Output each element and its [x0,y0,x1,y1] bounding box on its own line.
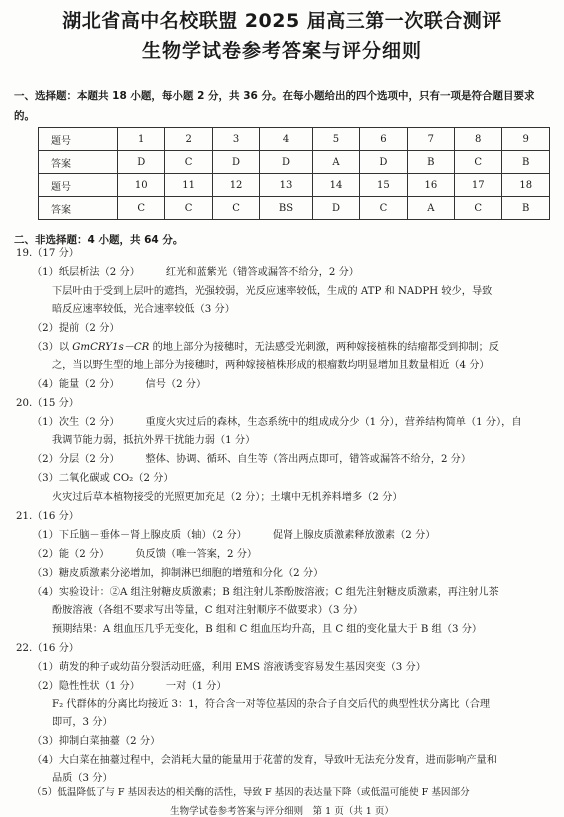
q22-answer-2 [32,680,227,694]
question-number: 15 [360,174,407,197]
answer-cell: BS [260,197,313,220]
q19-answer-4-text: （4）能量（2 分） [32,379,120,390]
question-number: 14 [312,174,359,197]
question-number: 17 [455,174,502,197]
section2-heading: 二、非选择题：4 小题，共 64 分。 [14,234,184,246]
exam-title: 湖北省高中名校联盟 2025 届高三第一次联合测评 [62,10,502,32]
answer-cell: D [260,151,313,174]
q20-answer-2 [32,453,471,467]
q21-answer-2 [32,548,257,562]
q22-answer-2c: F₂ 代群体的分离比均接近 3：1，符合含一对等位基因的杂合子自交后代的典型性状分离比（合理 [52,699,491,710]
answer-cell: C [455,151,502,174]
q21-answer-1 [32,529,435,543]
q19-answer-1b: 红光和蓝紫光（错答或漏答不给分，2 分） [165,267,359,278]
table-row [39,197,550,220]
question-number: 13 [260,174,313,197]
answer-cell: D [360,151,407,174]
q19-answer-1-text: （1）纸层析法（2 分） [32,267,140,278]
q21-answer-2b: 负反馈（唯一答案，2 分） [135,549,258,560]
question-number: 12 [212,174,259,197]
q22-answer-4b: 品质（3 分） [52,773,113,784]
answer-cell: D [312,197,359,220]
table-row-label: 题号 [39,128,118,151]
answer-cell: D [118,151,165,174]
table-row-label: 题号 [39,174,118,197]
q22-answer-2d: 即可，3 分） [52,717,113,728]
document-title: 生物学试卷参考答案与评分细则 [141,40,422,62]
q20-answer-2-text: （2）分层（2 分） [32,454,120,465]
q20-answer-1c: 我调节能力弱，抵抗外界干扰能力弱（1 分） [52,435,256,446]
q22-answer-4: （4）大白菜在抽薹过程中，会消耗大量的能量用于花蕾的发育，导致叶无法充分发育，进而影响产量和 [32,755,497,766]
page-footer: 生物学试卷参考答案与评分细则 第 1 页（共 1 页） [170,806,394,817]
q20-answer-1b: 重度火灾过后的森林，生态系统中的组成成分少（1 分），营养结构简单（1 分），自 [145,417,522,428]
q19-answer-3-text: 的地上部分为接穗时，无法感受光刺激，两种嫁接植株的结瘤都受到抑制；反 [149,342,499,353]
q19-answer-4b: 信号（2 分） [145,379,207,390]
q19-answer-1d: 暗反应速率较低，光合速率较低（3 分） [52,304,235,315]
answer-cell: C [118,197,165,220]
q21-answer-1-text: （1）下丘脑－垂体－肾上腺皮质（轴）（2 分） [32,530,247,541]
answer-cell: C [212,197,259,220]
q19-answer-4 [32,378,206,392]
answer-cell: C [455,197,502,220]
answer-cell: B [502,151,550,174]
question-number: 6 [360,128,407,151]
question-number: 7 [407,128,454,151]
question-number: 11 [165,174,212,197]
q19-number: 19.（17 分） [16,248,79,259]
answer-cell: C [165,151,212,174]
question-number: 18 [502,174,550,197]
question-number: 1 [118,128,165,151]
q21-answer-4: （4）实验设计：②A 组注射糖皮质激素；B 组注射儿茶酚胺溶液；C 组先注射糖皮质激素，再注射儿茶 [32,587,499,598]
q21-answer-1b: 促肾上腺皮质激素释放激素（2 分） [272,530,436,541]
q20-answer-3b: 火灾过后草本植物接受的光照更加充足（2 分）；土壤中无机养料增多（2 分） [52,492,403,503]
q22-answer-1: （1）萌发的种子或幼苗分裂活动旺盛，利用 EMS 溶液诱变容易发生基因突变（3 分） [32,662,426,673]
answer-cell: A [312,151,359,174]
q19-answer-3 [32,341,499,355]
question-number: 5 [312,128,359,151]
question-number: 16 [407,174,454,197]
q21-answer-3: （3）糖皮质激素分泌增加，抑制淋巴细胞的增殖和分化（2 分） [32,568,324,579]
question-number: 2 [165,128,212,151]
question-number: 8 [455,128,502,151]
q19-answer-1 [32,266,359,280]
q19-answer-2: （2）提前（2 分） [32,323,120,334]
q21-answer-2-text: （2）能（2 分） [32,549,110,560]
q19-answer-3b: 之，当以野生型的地上部分为接穗时，两种嫁接植株形成的根瘤数均明显增加且数量相近（4 分） [52,360,490,371]
q19-answer-1c: 下层叶由于受到上层叶的遮挡，光强较弱，光反应速率较低，生成的 ATP 和 NADPH 较少，导致 [52,286,493,297]
q20-answer-3: （3）二氧化碳或 CO₂（2 分） [32,473,174,484]
answer-table [38,127,550,220]
q21-answer-4c: 预期结果：A 组血压几乎无变化，B 组和 C 组血压均升高，且 C 组的变化量大于 B 组（3 分） [52,624,483,635]
q21-number: 21.（16 分） [16,511,79,522]
q22-number: 22.（16 分） [16,643,79,654]
q19-answer-3-prefix: （3）以 [32,342,73,353]
table-row [39,128,550,151]
section1-heading: 一、选择题：本题共 18 小题，每小题 2 分，共 36 分。在每小题给出的四个选项中，只有一项是符合题目要求的。 [14,90,535,122]
answer-cell: A [407,197,454,220]
answer-cell: D [212,151,259,174]
q21-answer-4b: 酚胺溶液（各组不要求写出等量，C 组对注射顺序不做要求）（3 分） [52,605,364,616]
table-row [39,174,550,197]
q19-gene-name: GmCRY1s－CR [72,342,150,353]
question-number: 3 [212,128,259,151]
answer-cell: B [407,151,454,174]
q20-number: 20.（15 分） [16,398,79,409]
q20-answer-2b: 整体、协调、循环、自生等（答出两点即可，错答或漏答不给分，2 分） [145,454,472,465]
q22-answer-5: （5）低温降低了与 F 基因表达的相关酶的活性，导致 F 基因的表达量下降（或低温可能使 F 基因部分 [32,787,470,798]
table-row-label: 答案 [39,151,118,174]
table-row [39,151,550,174]
table-row-label: 答案 [39,197,118,220]
q22-answer-3: （3）抑制白菜抽薹（2 分） [32,736,161,747]
question-number: 10 [118,174,165,197]
question-number: 4 [260,128,313,151]
question-number: 9 [502,128,550,151]
q22-answer-2-text: （2）隐性性状（1 分） [32,681,140,692]
answer-cell: B [502,197,550,220]
q22-answer-2b: 一对（1 分） [165,681,227,692]
answer-cell: C [360,197,407,220]
q20-answer-1 [32,416,522,430]
answer-cell: C [165,197,212,220]
q20-answer-1-text: （1）次生（2 分） [32,417,120,428]
